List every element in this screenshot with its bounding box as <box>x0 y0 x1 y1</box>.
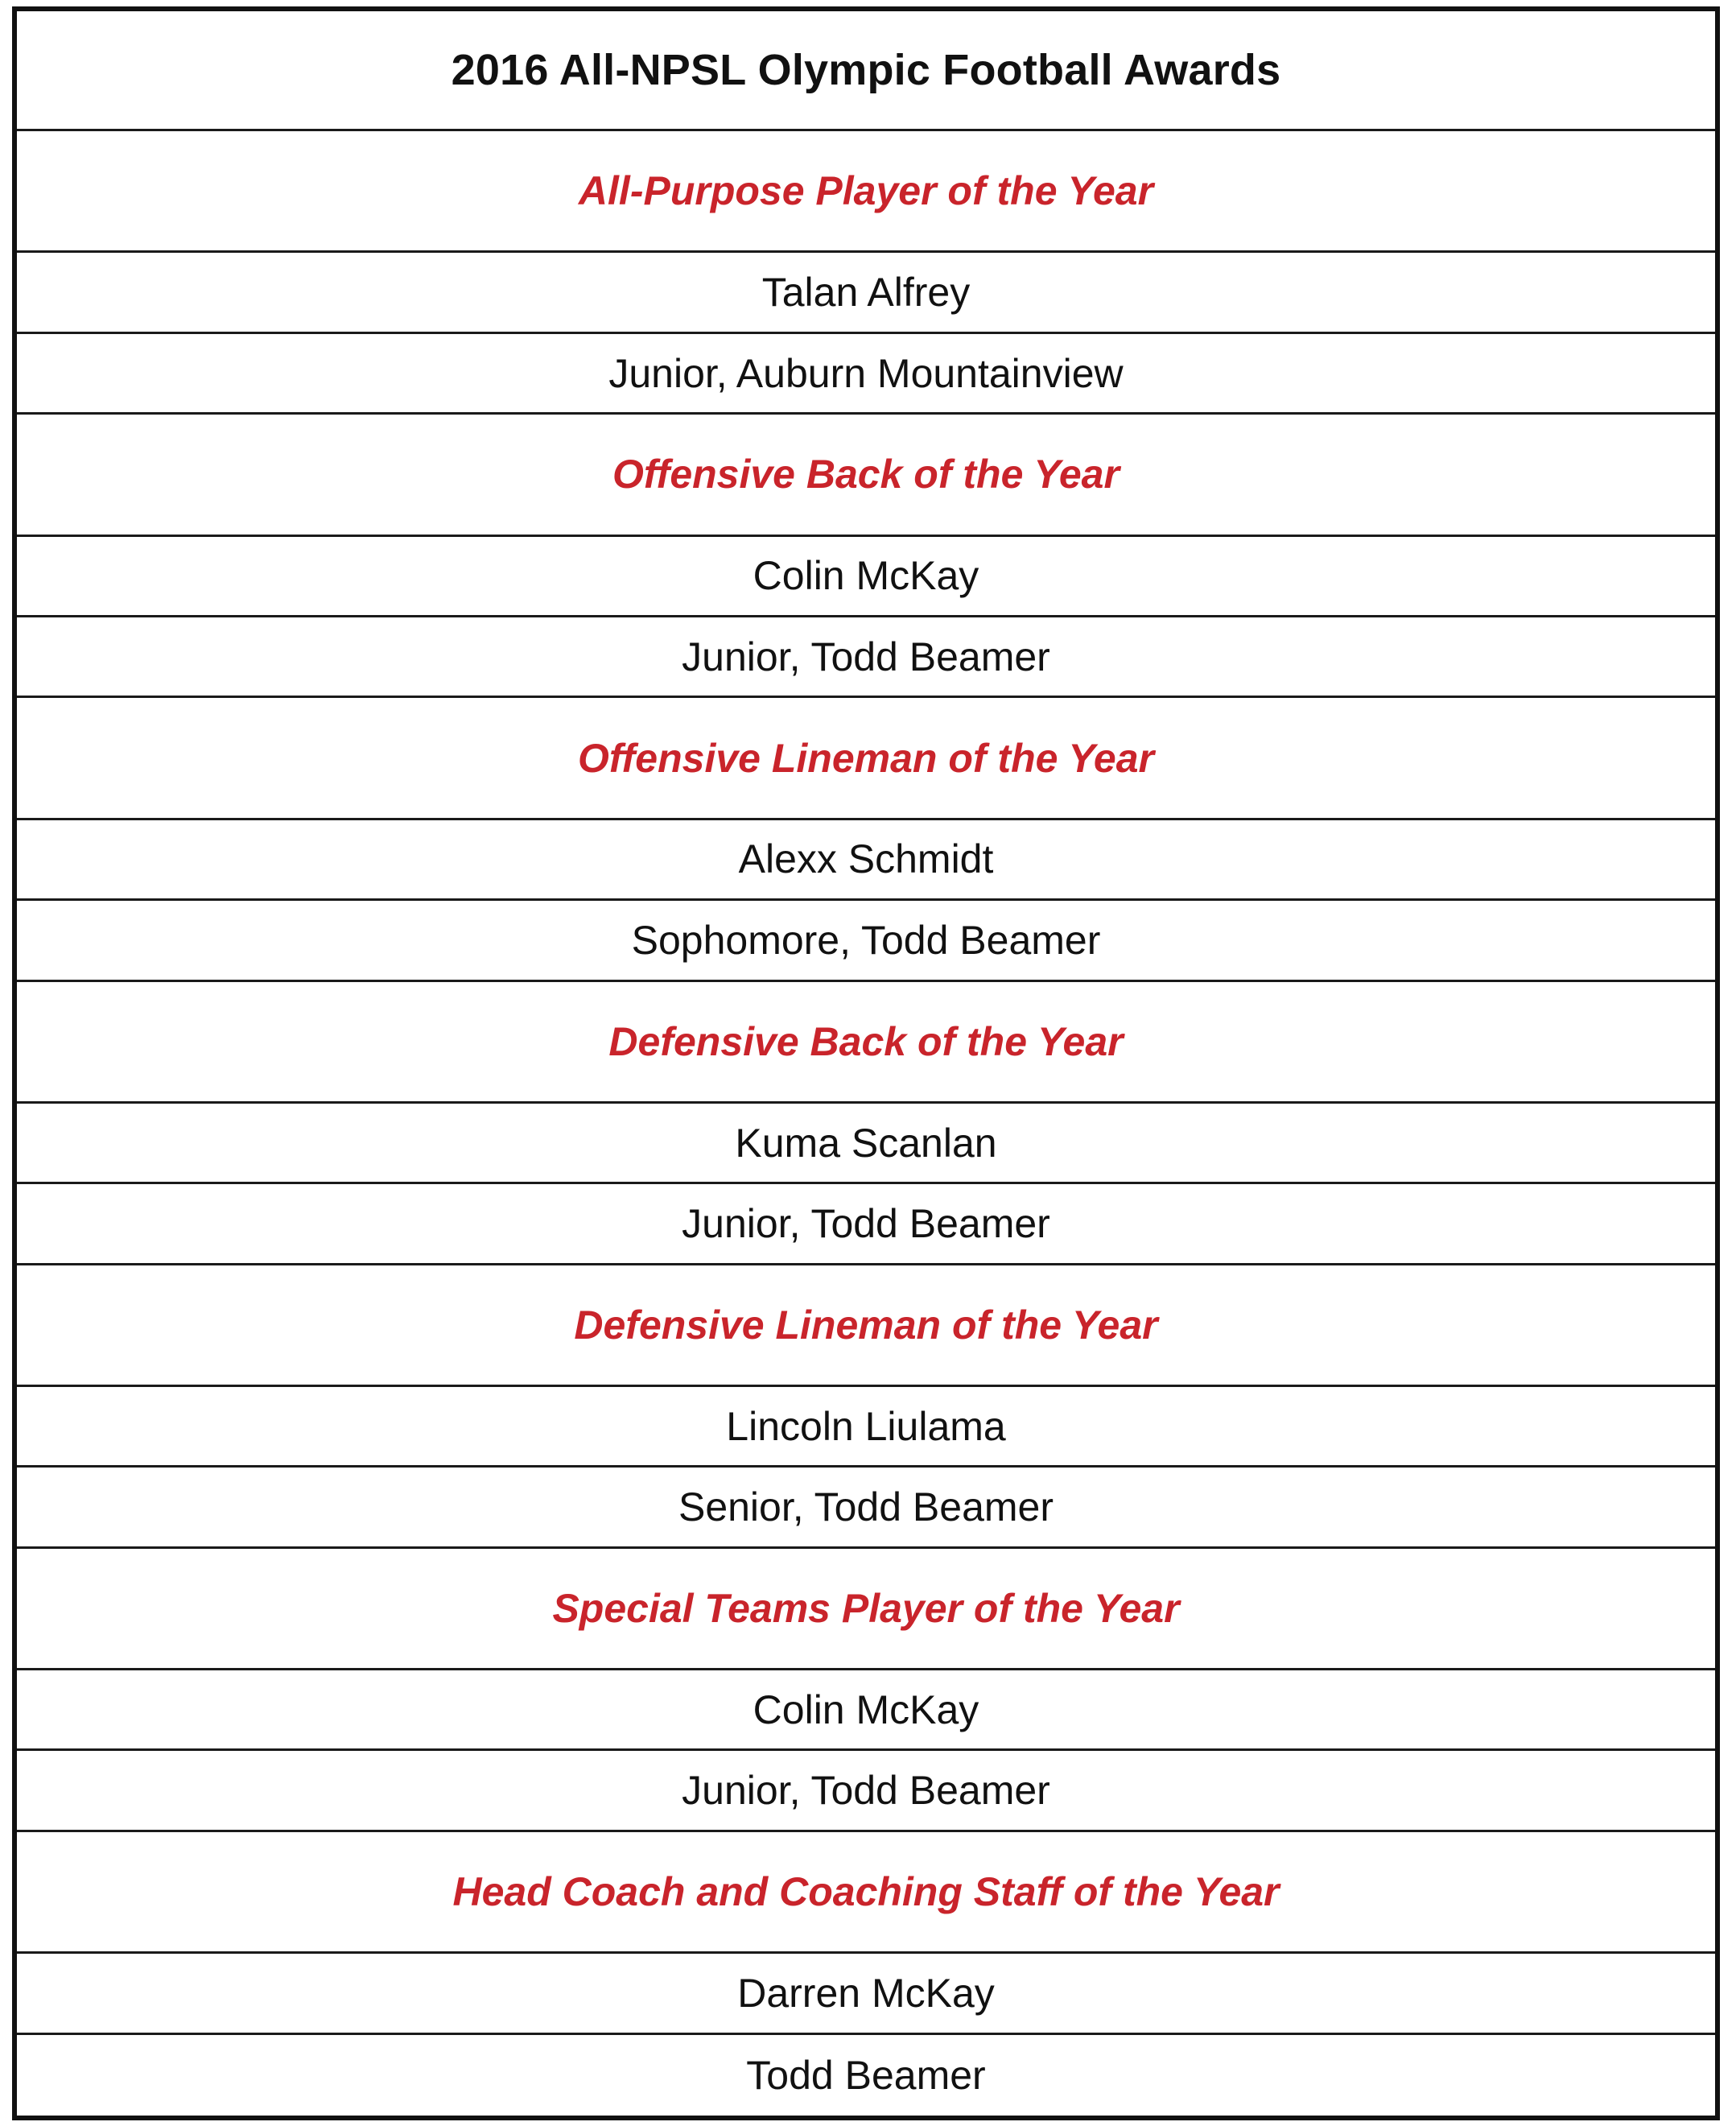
winner-name: Kuma Scanlan <box>17 1104 1715 1184</box>
award-title: Defensive Lineman of the Year <box>17 1265 1715 1387</box>
winner-name: Talan Alfrey <box>17 253 1715 333</box>
winner-detail: Junior, Todd Beamer <box>17 617 1715 698</box>
winner-name: Lincoln Liulama <box>17 1387 1715 1468</box>
winner-detail: Todd Beamer <box>746 2052 986 2098</box>
award-title: Special Teams Player of the Year <box>17 1549 1715 1670</box>
awards-table <box>12 6 1720 2120</box>
winner-name: Colin McKay <box>17 1670 1715 1751</box>
winner-detail: Junior, Todd Beamer <box>17 1751 1715 1831</box>
winner-detail: Junior, Todd Beamer <box>17 1184 1715 1265</box>
winner-name: Alexx Schmidt <box>17 820 1715 901</box>
award-title: All-Purpose Player of the Year <box>17 131 1715 253</box>
winner-name: Darren McKay <box>17 1954 1715 2034</box>
award-title: Offensive Lineman of the Year <box>17 698 1715 819</box>
award-title: Head Coach and Coaching Staff of the Year <box>17 1832 1715 1954</box>
page-title: 2016 All-NPSL Olympic Football Awards <box>17 11 1715 131</box>
winner-detail: Junior, Auburn Mountainview <box>17 334 1715 415</box>
award-title: Defensive Back of the Year <box>17 982 1715 1104</box>
winner-name: Colin McKay <box>17 537 1715 617</box>
winner-detail: Senior, Todd Beamer <box>17 1468 1715 1548</box>
award-title: Offensive Back of the Year <box>17 415 1715 536</box>
winner-detail: Sophomore, Todd Beamer <box>17 901 1715 981</box>
